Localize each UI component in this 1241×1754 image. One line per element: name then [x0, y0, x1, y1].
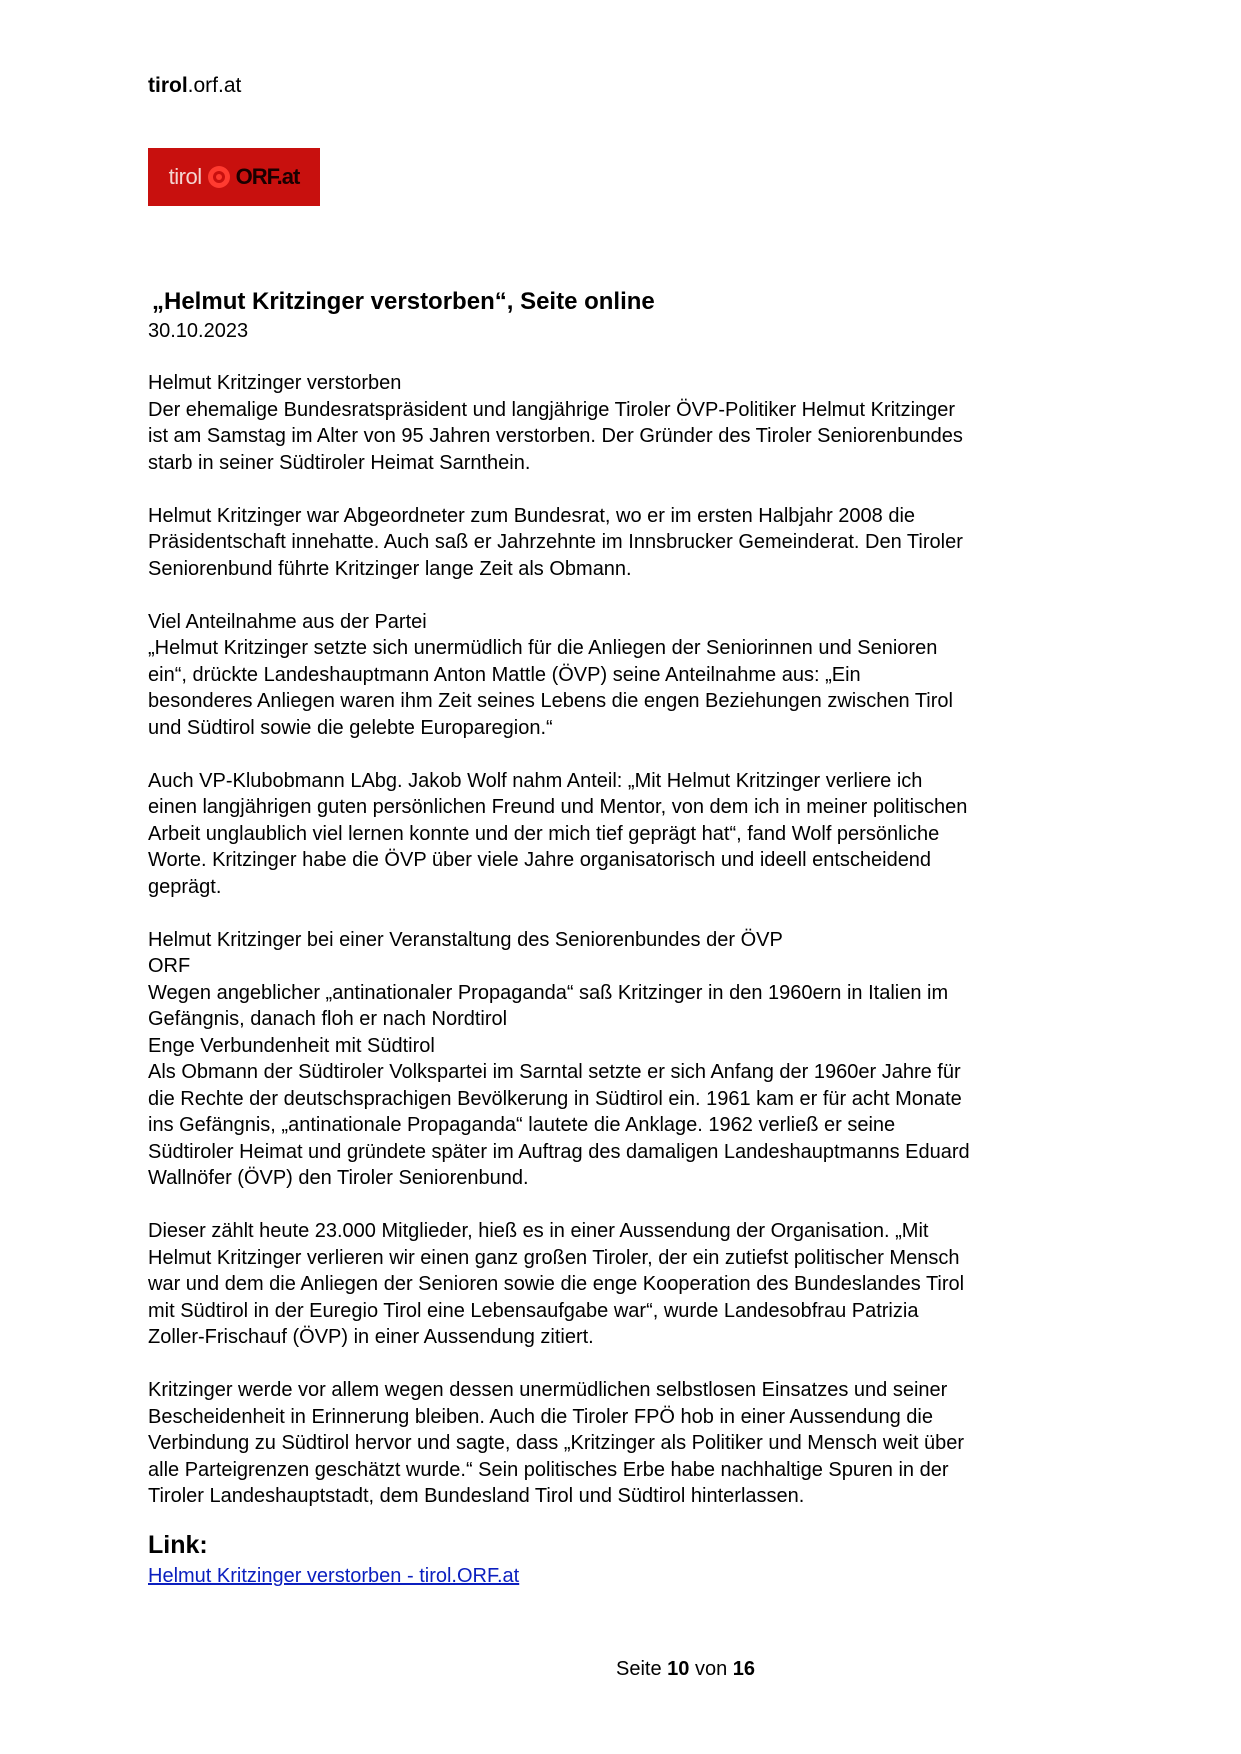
- article-date: 30.10.2023: [148, 320, 249, 342]
- text-line: alle Parteigrenzen geschätzt wurde.“ Sein politisches Erbe habe nachhaltige Spuren in der: [148, 1458, 949, 1481]
- text-line: Worte. Kritzinger habe die ÖVP über viele Jahre organisatorisch und ideell entscheidend: [148, 849, 932, 871]
- article-paragraph: [148, 1218, 1098, 1351]
- article-paragraph: [148, 927, 1098, 1192]
- text-line: Dieser zählt heute 23.000 Mitglieder, hieß es in einer Aussendung der Organisation. „Mit: [148, 1220, 929, 1242]
- text-line: Wegen angeblicher „antinationaler Propaganda“ saß Kritzinger in den 1960ern in Italien im: [148, 981, 949, 1004]
- article-paragraph: [148, 370, 1098, 476]
- site-name: [148, 73, 241, 99]
- link-heading: Link:: [148, 1531, 208, 1559]
- page-footer: [0, 1656, 1241, 1682]
- text-line: Tiroler Landeshauptstadt, dem Bundesland Tirol und Südtirol hinterlassen.: [148, 1485, 805, 1507]
- text-line: ein“, drückte Landeshauptmann Anton Mattle (ÖVP) seine Anteilnahme aus: „Ein: [148, 663, 861, 686]
- text-line: war und dem die Anliegen der Senioren sowie die enge Kooperation des Bundeslandes Tirol: [148, 1273, 965, 1295]
- page-label: Seite: [615, 1658, 662, 1680]
- text-line: Zoller-Frischauf (ÖVP) in einer Aussendung zitiert.: [148, 1326, 594, 1348]
- article-body: [148, 370, 1098, 1536]
- text-line: ins Gefängnis, „antinationale Propaganda“ lautete die Anklage. 1962 verließ er seine: [148, 1114, 896, 1136]
- text-line: „Helmut Kritzinger setzte sich unermüdlich für die Anliegen der Seniorinnen und Senioren: [148, 637, 938, 659]
- text-line: geprägt.: [148, 875, 222, 898]
- logo-left-text: tirol: [168, 164, 202, 189]
- text-line: Der ehemalige Bundesratspräsident und langjährige Tiroler ÖVP-Politiker Helmut Kritzinger: [148, 398, 956, 421]
- text-line: Seniorenbund führte Kritzinger lange Zeit als Obmann.: [148, 557, 632, 580]
- article-paragraph: [148, 1377, 1098, 1510]
- article-paragraph: [148, 609, 1098, 742]
- text-line: starb in seiner Südtiroler Heimat Sarnthein.: [148, 451, 531, 474]
- total-pages-number: 16: [732, 1658, 756, 1680]
- article-paragraph: [148, 768, 1098, 901]
- logo-right-text: ORF.at: [235, 164, 300, 189]
- orf-eye-icon: [208, 166, 230, 188]
- text-line: Präsidentschaft innehatte. Auch saß er Jahrzehnte im Innsbrucker Gemeinderat. Den Tiroler: [148, 531, 963, 553]
- text-line: Helmut Kritzinger verstorben: [148, 372, 402, 394]
- site-name-rest: .orf.at: [187, 74, 242, 97]
- text-line: Gefängnis, danach floh er nach Nordtirol: [148, 1008, 508, 1030]
- text-line: die Rechte der deutschsprachigen Bevölkerung in Südtirol ein. 1961 kam er für acht Monate: [148, 1087, 962, 1110]
- page-separator: von: [694, 1658, 728, 1680]
- text-line: Auch VP-Klubobmann LAbg. Jakob Wolf nahm Anteil: „Mit Helmut Kritzinger verliere ich: [148, 769, 923, 792]
- text-line: Bescheidenheit in Erinnerung bleiben. Auch die Tiroler FPÖ hob in einer Aussendung die: [148, 1405, 933, 1428]
- text-line: einen langjährigen guten persönlichen Freund und Mentor, von dem ich in meiner politischen: [148, 796, 968, 818]
- text-line: Kritzinger werde vor allem wegen dessen unermüdlichen selbstlosen Einsatzes und seiner: [148, 1379, 948, 1401]
- current-page-number: 10: [667, 1658, 690, 1680]
- text-line: besonderes Anliegen waren ihm Zeit seines Lebens die engen Beziehungen zwischen Tirol: [148, 690, 953, 712]
- site-name-bold: tirol: [148, 74, 188, 97]
- orf-tirol-logo: [148, 148, 320, 206]
- text-line: Verbindung zu Südtirol hervor und sagte, dass „Kritzinger als Politiker und Mensch weit über: [148, 1432, 964, 1454]
- article-title: „Helmut Kritzinger verstorben“, Seite online: [152, 288, 655, 315]
- text-line: mit Südtirol in der Euregio Tirol eine Lebensaufgabe war“, wurde Landesobfrau Patrizia: [148, 1299, 919, 1322]
- text-line: Enge Verbundenheit mit Südtirol: [148, 1034, 435, 1057]
- text-line: Viel Anteilnahme aus der Partei: [148, 610, 427, 633]
- text-line: Helmut Kritzinger bei einer Veranstaltung des Seniorenbundes der ÖVP: [148, 928, 783, 951]
- text-line: Helmut Kritzinger verlieren wir einen ganz großen Tiroler, der ein zutiefst politischer Mensch: [148, 1246, 960, 1269]
- article-paragraph: [148, 503, 1098, 583]
- text-line: Arbeit unglaublich viel lernen konnte und der mich tief geprägt hat“, fand Wolf persönliche: [148, 822, 940, 845]
- text-line: Als Obmann der Südtiroler Volkspartei im Sarntal setzte er sich Anfang der 1960er Jahre für: [148, 1061, 961, 1083]
- text-line: Helmut Kritzinger war Abgeordneter zum Bundesrat, wo er im ersten Halbjahr 2008 die: [148, 504, 916, 527]
- text-line: ORF: [148, 955, 191, 977]
- text-line: ist am Samstag im Alter von 95 Jahren verstorben. Der Gründer des Tiroler Seniorenbundes: [148, 425, 963, 447]
- text-line: Südtiroler Heimat und gründete später im Auftrag des damaligen Landeshauptmanns Eduard: [148, 1140, 970, 1163]
- text-line: Wallnöfer (ÖVP) den Tiroler Seniorenbund.: [148, 1167, 529, 1189]
- text-line: und Südtirol sowie die gelebte Europaregion.“: [148, 716, 553, 739]
- article-link[interactable]: Helmut Kritzinger verstorben - tirol.ORF.at: [148, 1565, 520, 1587]
